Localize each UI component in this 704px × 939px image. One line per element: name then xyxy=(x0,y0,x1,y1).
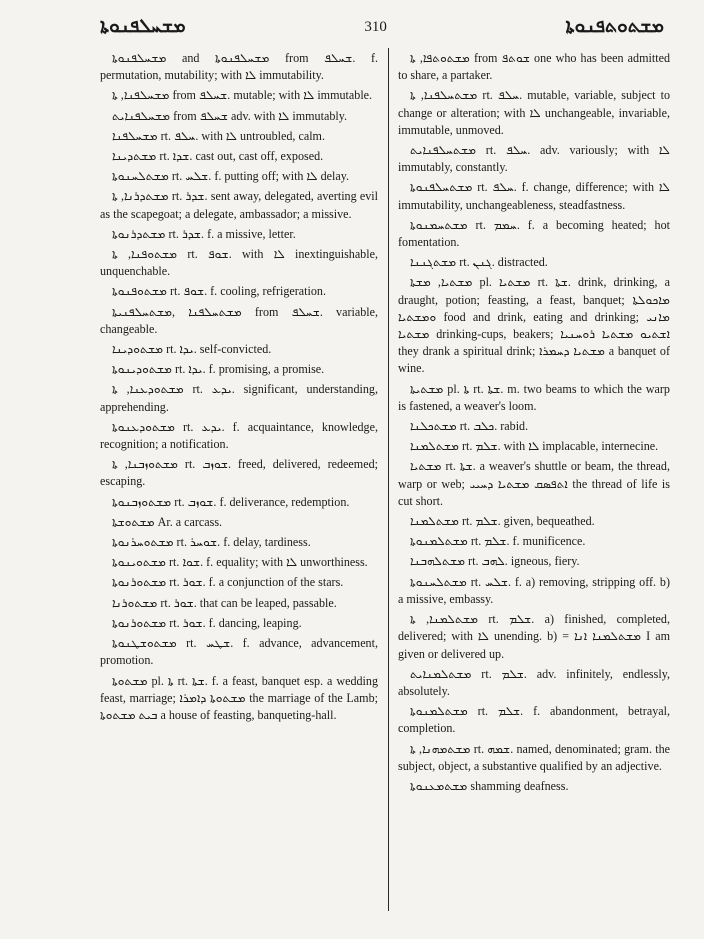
dictionary-entry: ܡܫܬܘܕܥܢܐ, ܬܐ rt. ܝܕܥ. significant, understanding, apprehending. xyxy=(100,382,378,414)
dictionary-entry: ܡܫܬܟܠܢܐ rt. ܟܠܒ. rabid. xyxy=(410,419,529,434)
dictionary-entry: ܡܫܬܘܙܒܢܐ, ܬܐ rt. ܫܘܙܒ. freed, delivered, redeemed; escaping. xyxy=(100,457,378,489)
dictionary-entry: ܡܫܬܕܝܢܐ rt. ܫܕܐ. cast out, cast off, exposed. xyxy=(112,149,324,164)
dictionary-entry: ܡܫܚܠܦܢܘܬܐ and ܡܫܚܠܦܢܘܬܐ from ܫܚܠܦ. f. permutation, mutability; with ܠܐ immutability. xyxy=(100,51,378,83)
dictionary-entry: ܡܫܬܘܝܢܘܬܐ rt. ܫܘܐ. f. equality; with ܠܐ unworthiness. xyxy=(112,555,368,570)
dictionary-entry: ܡܫܬܘܦܢܐ, ܬܐ rt. ܫܘܦ. with ܠܐ inextinguishable, unquenchable. xyxy=(100,247,378,279)
dictionary-entry: ܡܫܬܕܪܢܐ, ܬܐ rt. ܫܕܪ. sent away, delegated, averting evil as the scapegoat; a delegate, ambassador; a missive. xyxy=(100,189,378,221)
dictionary-entry: ܡܫܬܘܕܝܢܘܬܐ rt. ܝܕܐ. f. promising, a promise. xyxy=(112,362,325,377)
dictionary-entry: ܡܫܬܘܪܢܘܬܐ rt. ܫܘܪ. f. a conjunction of the stars. xyxy=(112,575,344,590)
dictionary-entry: ܡܫܬܚܠܦܢܐ ,ܡܫܬܚܠܦܢܝܬܐ from ܫܚܠܦ. variable, changeable. xyxy=(100,304,378,336)
dictionary-entry: ܡܫܬܘܕܝܢܐ rt. ܝܕܐ. self-convicted. xyxy=(112,342,272,357)
dictionary-entry: ܡܫܬܚܠܦܢܘܬܐ rt. ܚܠܦ. f. change, difference; with ܠܐ immutability, unchangeableness, steadfastness. xyxy=(398,180,670,212)
page-header xyxy=(100,14,664,40)
dictionary-entry: ܡܫܬܠܡܢܐ rt. ܫܠܡ. given, bequeathed. xyxy=(410,514,595,529)
dictionary-entry: ܡܫܬܚܠܦܢܐ, ܬܐ rt. ܚܠܦ. mutable, variable, subject to change or alteration; with ܠܐ unchangeable, invariable, immutable, unmoved. xyxy=(398,88,670,137)
column-divider xyxy=(388,48,389,911)
dictionary-entry: ܡܫܚܠܦܢܐ rt. ܚܠܦ. with ܠܐ untroubled, calm. xyxy=(112,128,325,143)
left-running-head: ܡܫܚܠܦܢܘܬܐ xyxy=(100,16,186,37)
dictionary-entry: ܡܫܬܝܐ, ܡܫܬܐ pl. ܡܫܬܝܐ rt. ܫܬܐ. drink, drinking, a draught, potion; feasting, a feast, banquet; ܡܐܟܘܠܬܐ ܘܡܫܬܝܐ food and drink, eating and drinking; ܡܐܢܝ ܡܫܬܝܐ drinking-cups, beakers; ܐܫܬܝܘ ܡܫܬܝܐ ܪܘܚܢܝܐ they drank a spiritual drink; ܡܫܬܝܐ ܕܚܡܪܐ a banquet of wine. xyxy=(398,275,670,376)
dictionary-entry: ܡܫܬܡܥܢܘܬܐ shamming deafness. xyxy=(410,778,569,793)
dictionary-entry: ܡܫܬܠܡܢܘܬܐ rt. ܫܠܡ. f. munificence. xyxy=(410,534,586,549)
dictionary-entry: ܡܫܬܘܦܢܘܬܐ rt. ܫܘܦ. f. cooling, refrigeration. xyxy=(112,284,326,299)
dictionary-entry: ܡܫܬܚܡܢܘܬܐ rt. ܚܡܡ. f. a becoming heated; hot fomentation. xyxy=(398,217,670,250)
right-running-head: ܡܫܬܘܬܦܢܘܬܐ xyxy=(565,16,664,37)
dictionary-entry: ܡܫܬܠܡܢܐܝܬ rt. ܫܠܡ. adv. infinitely, endlessly, absolutely. xyxy=(398,666,670,698)
dictionary-entry: ܡܫܬܘܫܛܢܘܬܐ rt. ܫܛܚ. f. advance, advancement, promotion. xyxy=(100,636,378,668)
dictionary-entry: ܡܫܬܠܡܢܘܬܐ rt. ܫܠܡ. f. abandonment, betrayal, completion. xyxy=(398,704,670,736)
dictionary-entry: ܡܫܬܝܬܐ pl. ܬܐ rt. ܫܬܐ. m. two beams to which the warp is fastened, a weaver's loom. xyxy=(398,381,670,413)
dictionary-entry: ܡܫܬܠܚܢܘܬܐ rt. ܫܠܚ. f. a) removing, stripping off. b) a missive, embassy. xyxy=(398,574,670,606)
dictionary-entry: ܡܫܬܓܢܢܐ rt. ܓܢܢ. distracted. xyxy=(410,255,548,270)
dictionary-entry: ܡܫܬܘܙܒܢܘܬܐ rt. ܫܘܙܒ. f. deliverance, redemption. xyxy=(112,494,350,509)
page-number: 310 xyxy=(364,18,387,35)
dictionary-entry: ܡܫܚܠܦܢܐ, ܬܐ from ܫܚܠܦ. mutable; with ܠܐ immutable. xyxy=(112,88,373,103)
dictionary-entry: ܡܫܬܘܬܐ pl. ܬܐ rt. ܫܬܐ. f. a feast, banquet esp. a wedding feast, marriage; ܡܫܬܘܬܐ ܕܐܡܪܐ the marriage of the Lamb; ܒܝܬ ܡܫܬܘܬܐ a house of feasting, banqueting-hall. xyxy=(100,673,378,722)
dictionary-entry: ܡܫܬܠܡܢܐ rt. ܫܠܡ. with ܠܐ implacable, internecine. xyxy=(410,439,659,454)
dictionary-entry: ܡܫܬܝܐ rt. ܫܬܐ. a weaver's shuttle or beam, the thread, warp or web; ܐܬܦܣܩ ܡܫܬܝܐ ܕܚܝܝ the thread of life is cut short. xyxy=(398,459,670,508)
dictionary-entry: ܡܫܚܠܦܢܐܝܬ from ܫܚܠܦ adv. with ܠܐ immutably. xyxy=(112,108,348,123)
dictionary-entry: ܡܫܬܘܚܪܢܘܬܐ rt. ܫܘܚܪ. f. delay, tardiness. xyxy=(112,535,311,550)
dictionary-entry: ܡܫܬܘܫܬܐ Ar. a carcass. xyxy=(112,514,223,529)
dictionary-entry: ܡܫܬܠܡܢܐ, ܬܐ rt. ܫܠܡ. a) finished, completed, delivered; with ܠܐ unending. b) = ܡܫܬܠܡܢܐ ܐܢܐ I am given or delivered up. xyxy=(398,612,670,661)
dictionary-entry: ܡܫܬܠܗܒܢܐ rt. ܠܗܒ. igneous, fiery. xyxy=(410,554,580,569)
dictionary-entry: ܡܫܬܘܕܥܢܘܬܐ rt. ܝܕܥ. f. acquaintance, knowledge, recognition; a notification. xyxy=(100,419,378,452)
dictionary-entry: ܡܫܬܚܠܦܢܐܝܬ rt. ܚܠܦ. adv. variously; with ܠܐ immutably, constantly. xyxy=(398,143,670,175)
dictionary-entry: ܡܫܬܘܪܢܐ rt. ܫܘܪ. that can be leaped, passable. xyxy=(112,595,337,610)
dictionary-entry: ܡܫܬܠܚܢܘܬܐ rt. ܫܠܚ. f. putting off; with ܠܐ delay. xyxy=(112,169,350,184)
dictionary-entry: ܡܫܬܘܬܦܐ, ܬܐ from ܫܘܬܦ one who has been admitted to share, a partaker. xyxy=(398,51,670,83)
left-column xyxy=(100,50,378,919)
dictionary-entry: ܡܫܬܕܪܢܘܬܐ rt. ܫܕܪ. f. a missive, letter. xyxy=(112,226,296,241)
dictionary-entry: ܡܫܬܡܗܢܐ, ܬܐ rt. ܫܡܗ. named, denominated; gram. the subject, object, a substantive qualified by an adjective. xyxy=(398,741,670,773)
dictionary-entry: ܡܫܬܘܪܢܘܬܐ rt. ܫܘܪ. f. dancing, leaping. xyxy=(112,615,302,630)
right-column xyxy=(398,50,670,919)
